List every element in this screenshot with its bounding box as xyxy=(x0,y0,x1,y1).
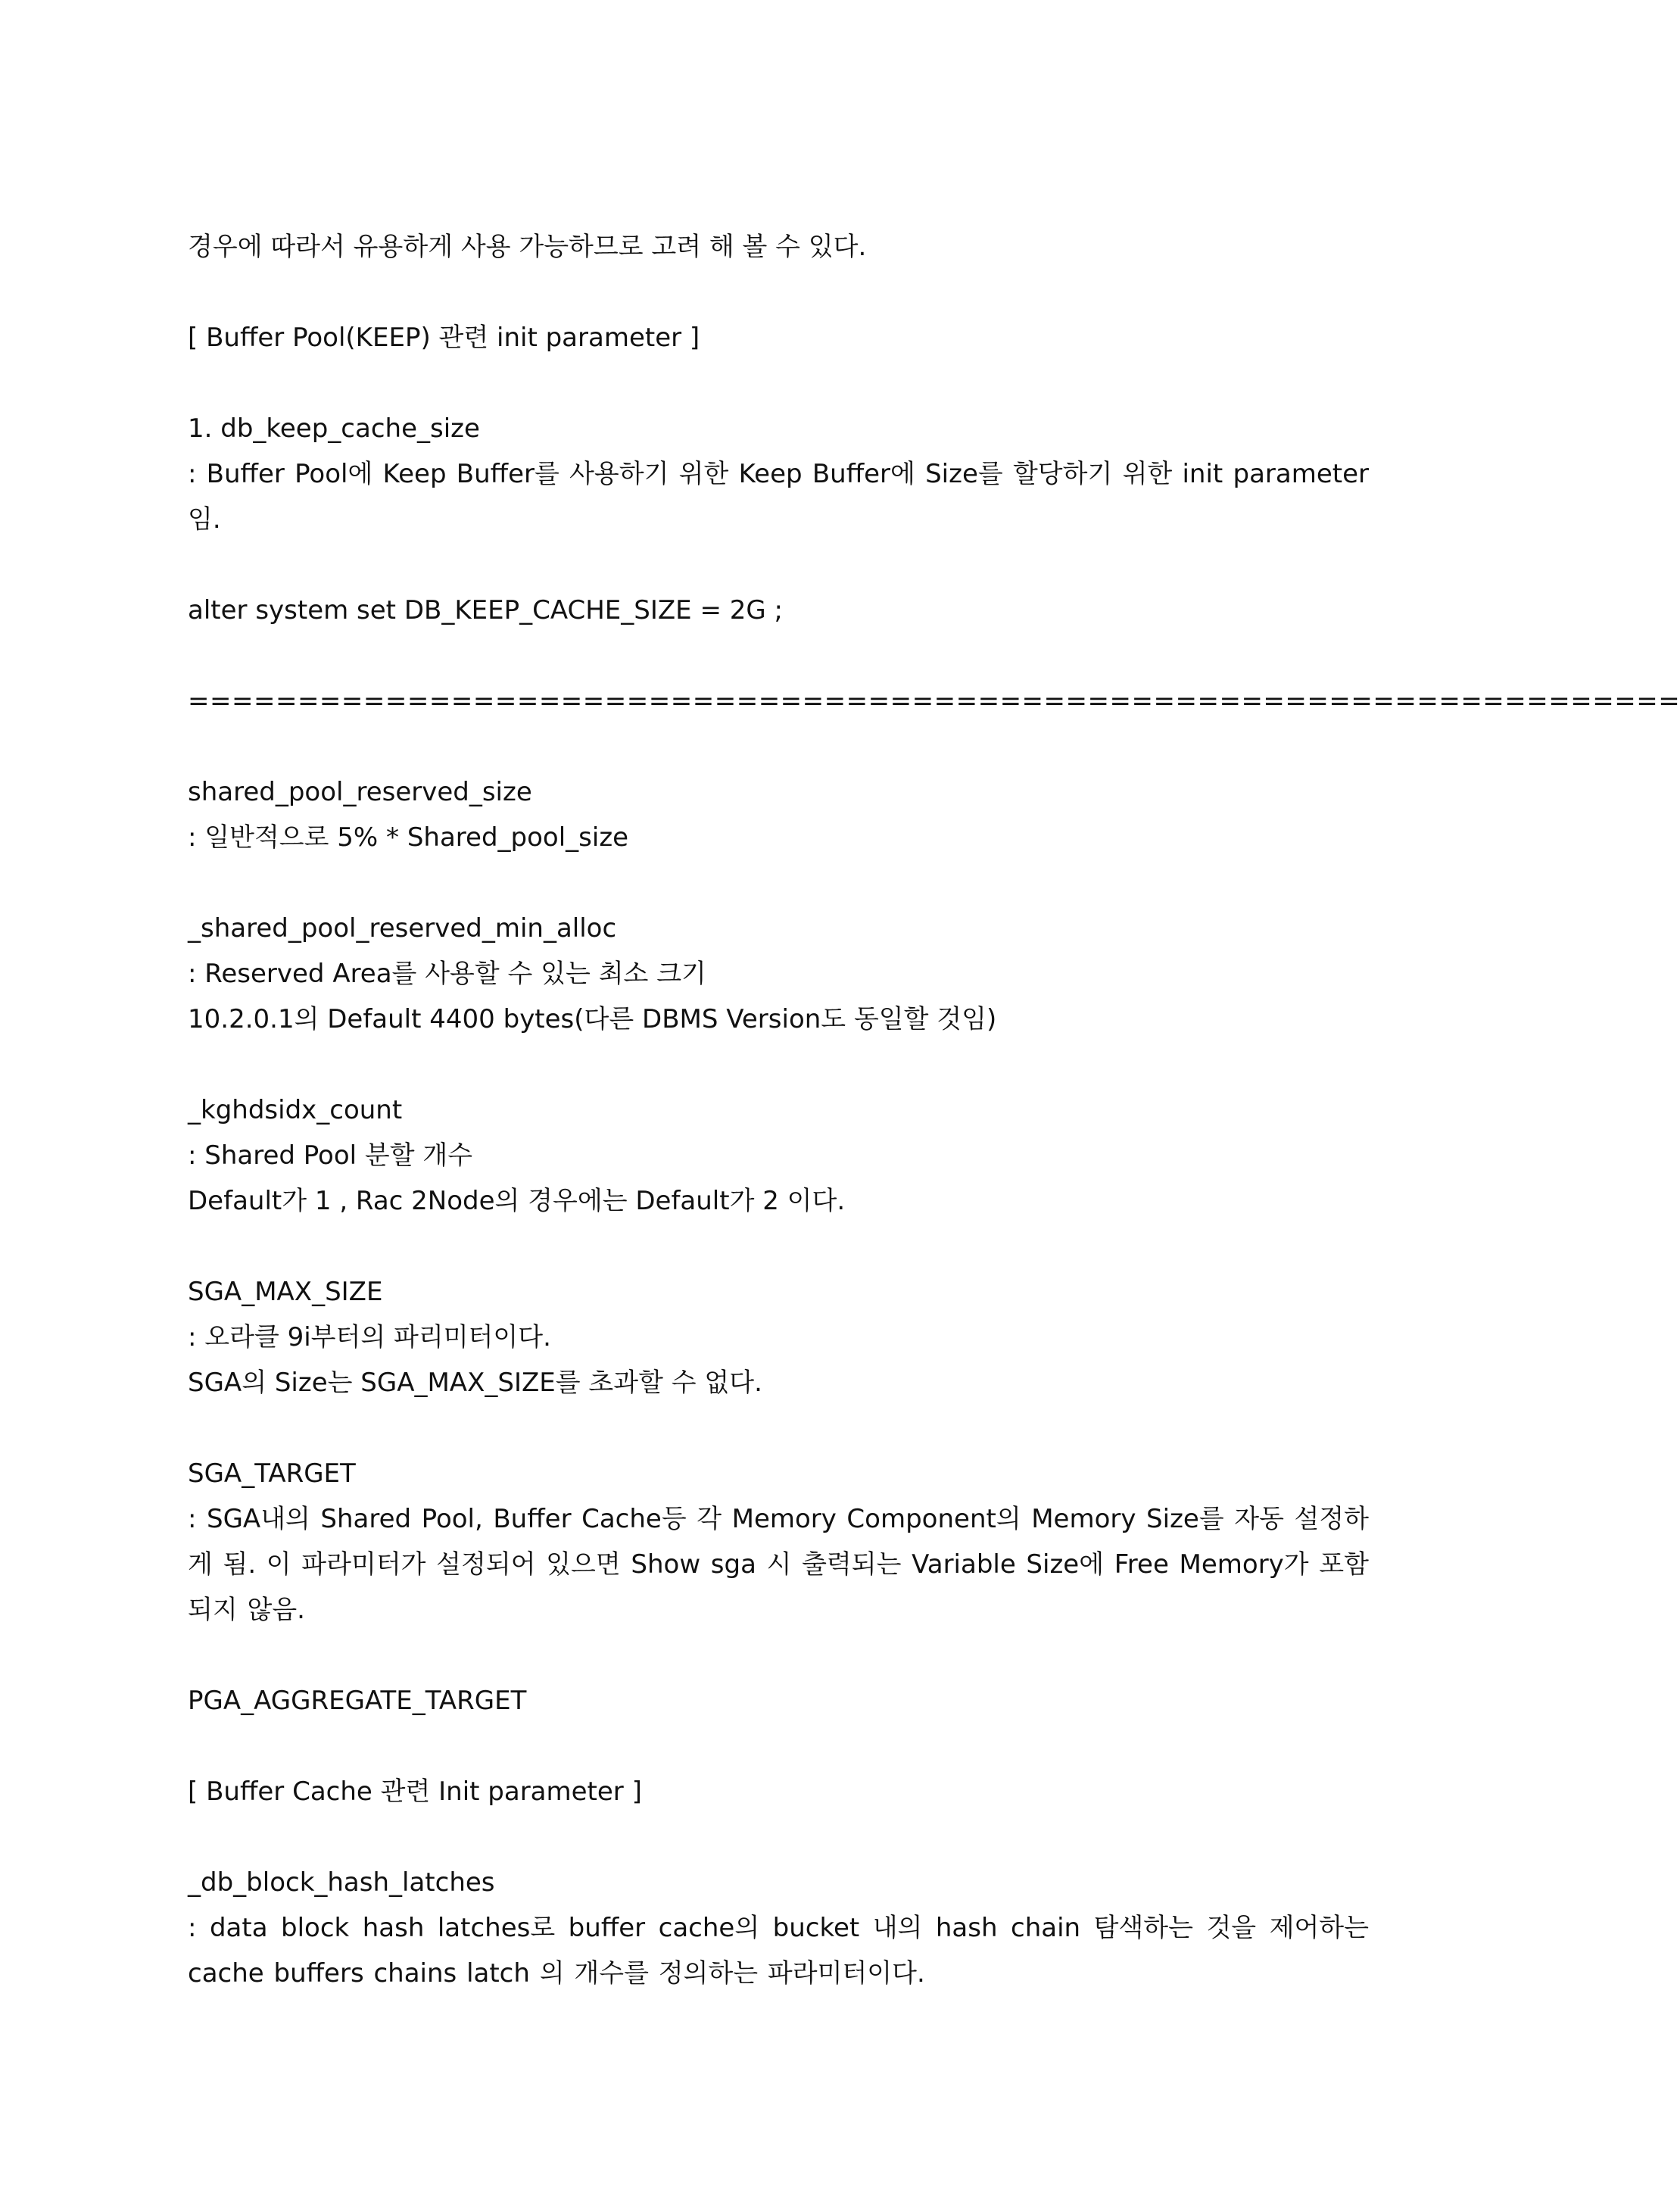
db-block-hash-latches-desc: : data block hash latches로 buffer cache의 bucket 내의 hash chain 탐색하는 것을 제어하는 cache buffers chains latch 의 개수를 정의하는 파라미터이다. xyxy=(188,1913,1369,1989)
reserved-min-alloc-default: 10.2.0.1의 Default 4400 bytes(다른 DBMS Version도 동일할 것임) xyxy=(188,1004,997,1034)
document-body xyxy=(188,224,1680,1996)
keep-sql-statement: alter system set DB_KEEP_CACHE_SIZE = 2G ; xyxy=(188,595,784,625)
sga-max-size-note: SGA의 Size는 SGA_MAX_SIZE를 초과할 수 없다. xyxy=(188,1368,762,1398)
keep-item-title: 1. db_keep_cache_size xyxy=(188,413,480,444)
kghdsidx-count-desc: : Shared Pool 분할 개수 xyxy=(188,1140,473,1171)
kghdsidx-count-default: Default가 1 , Rac 2Node의 경우에는 Default가 2 이다. xyxy=(188,1186,846,1216)
db-block-hash-latches-name: _db_block_hash_latches xyxy=(188,1867,495,1898)
intro-line: 경우에 따라서 유용하게 사용 가능하므로 고려 해 볼 수 있다. xyxy=(188,232,867,262)
shared-pool-reserved-size-name: shared_pool_reserved_size xyxy=(188,777,532,807)
shared-pool-reserved-size-desc: : 일반적으로 5% * Shared_pool_size xyxy=(188,822,629,853)
sga-max-size-name: SGA_MAX_SIZE xyxy=(188,1277,383,1307)
buffer-cache-section-header: [ Buffer Cache 관련 Init parameter ] xyxy=(188,1777,642,1807)
keep-item-description: : Buffer Pool에 Keep Buffer를 사용하기 위한 Keep Buffer에 Size를 할당하기 위한 init parameter 임. xyxy=(188,459,1369,535)
sga-target-desc: : SGA내의 Shared Pool, Buffer Cache등 각 Memory Component의 Memory Size를 자동 설정하게 됨. 이 파라미터가 설정되어 있으면 Show sga 시 출력되는 Variable Size에 Free Memory가 포함되지 않음. xyxy=(188,1504,1369,1625)
sga-target-name: SGA_TARGET xyxy=(188,1458,356,1489)
reserved-min-alloc-name: _shared_pool_reserved_min_alloc xyxy=(188,913,617,944)
keep-section-header: [ Buffer Pool(KEEP) 관련 init parameter ] xyxy=(188,323,700,353)
sga-max-size-desc: : 오라클 9i부터의 파리미터이다. xyxy=(188,1322,551,1352)
section-separator: ==================================================================== xyxy=(188,686,1680,716)
kghdsidx-count-name: _kghdsidx_count xyxy=(188,1095,403,1125)
reserved-min-alloc-desc: : Reserved Area를 사용할 수 있는 최소 크기 xyxy=(188,959,706,989)
pga-aggregate-target-name: PGA_AGGREGATE_TARGET xyxy=(188,1686,527,1716)
